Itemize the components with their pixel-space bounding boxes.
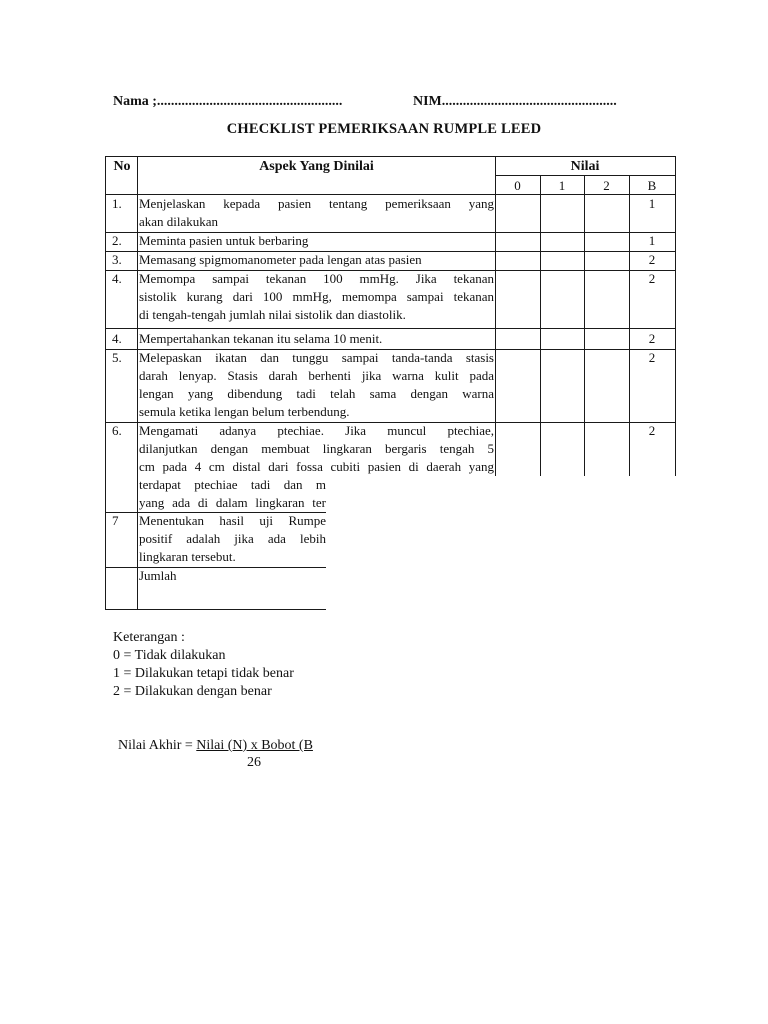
aspek-text	[139, 349, 494, 421]
aspek-text	[139, 251, 494, 269]
row-number: 7	[112, 513, 119, 528]
table-line	[105, 609, 326, 610]
aspek-text	[139, 195, 494, 231]
keterangan-item: 1 = Dilakukan tetapi tidak benar	[113, 666, 294, 681]
aspek-line: akan dilakukan	[139, 214, 219, 229]
row-number: 5.	[112, 350, 122, 365]
bobot-value: 2	[648, 271, 656, 286]
aspek-line: lengan yang dibendung tadi telah sama dengan warna	[139, 386, 494, 401]
aspek-text	[139, 567, 494, 585]
aspek-line: dilanjutkan dengan membuat lingkaran bergaris tengah 5	[139, 441, 494, 456]
keterangan-title: Keterangan :	[113, 630, 185, 645]
bobot-value: 1	[648, 233, 656, 248]
table-line	[137, 156, 138, 610]
formula-numerator: Nilai (N) x Bobot (B	[196, 738, 313, 753]
aspek-line: Jumlah	[139, 568, 177, 583]
keterangan-item: 2 = Dilakukan dengan benar	[113, 684, 272, 699]
aspek-line: Mengamati adanya ptechiae. Jika muncul ptechiae,	[139, 423, 494, 438]
aspek-text	[139, 270, 494, 324]
sub-header-1: 1	[558, 178, 566, 193]
table-line	[540, 175, 541, 476]
bobot-value: 2	[648, 350, 656, 365]
nilai-akhir-formula	[118, 738, 313, 754]
aspek-line: semula ketika lengan belum terbendung.	[139, 404, 350, 419]
table-line	[105, 156, 676, 157]
table-line	[675, 156, 676, 476]
nama-field-label: Nama ;.....................................................	[113, 94, 343, 109]
bobot-value: 1	[648, 196, 656, 211]
row-number: 4.	[112, 331, 122, 346]
bobot-value: 2	[648, 423, 656, 438]
column-header-aspek: Aspek Yang Dinilai	[259, 159, 374, 174]
column-header-no: No	[113, 159, 131, 174]
aspek-line: lingkaran tersebut.	[139, 549, 236, 564]
page-title: CHECKLIST PEMERIKSAAN RUMPLE LEED	[226, 121, 542, 137]
aspek-line: Mempertahankan tekanan itu selama 10 menit.	[139, 331, 383, 346]
nim-field-label: NIM..................................................	[413, 94, 617, 109]
sub-header-b: B	[647, 178, 657, 193]
table-line	[495, 156, 496, 476]
row-number: 2.	[112, 233, 122, 248]
table-line	[105, 156, 106, 610]
aspek-text	[139, 422, 494, 512]
row-number: 3.	[112, 252, 122, 267]
aspek-text	[139, 330, 494, 348]
row-number: 1.	[112, 196, 122, 211]
aspek-line: positif adalah jika ada lebih	[139, 531, 326, 546]
row-number: 6.	[112, 423, 122, 438]
aspek-line: darah lenyap. Stasis darah berhenti jika warna kulit pada	[139, 368, 494, 383]
sub-header-2: 2	[603, 178, 610, 193]
aspek-line: sistolik kurang dari 100 mmHg, memompa sampai tekanan	[139, 289, 494, 304]
table-line	[105, 328, 676, 329]
aspek-line: Menjelaskan kepada pasien tentang pemeriksaan yang	[139, 196, 494, 211]
aspek-text	[139, 232, 494, 250]
aspek-line: Memompa sampai tekanan 100 mmHg. Jika tekanan	[139, 271, 494, 286]
aspek-line: Melepaskan ikatan dan tunggu sampai tanda-tanda stasis	[139, 350, 494, 365]
aspek-line: Meminta pasien untuk berbaring	[139, 233, 309, 248]
aspek-line: Memasang spigmomanometer pada lengan atas pasien	[139, 252, 422, 267]
table-line	[584, 175, 585, 476]
formula-prefix: Nilai Akhir =	[118, 738, 197, 753]
aspek-line: Menentukan hasil uji Rumpe	[139, 513, 326, 528]
sub-header-0: 0	[514, 178, 521, 193]
aspek-line: di tengah-tengah jumlah nilai sistolik dan diastolik.	[139, 307, 406, 322]
aspek-line: cm pada 4 cm distal dari fossa cubiti pasien di daerah yang	[139, 459, 494, 474]
column-header-nilai: Nilai	[570, 159, 600, 174]
aspek-text	[139, 512, 494, 566]
keterangan-item: 0 = Tidak dilakukan	[113, 648, 226, 663]
formula-denominator: 26	[247, 755, 261, 770]
aspek-line: yang ada di dalam lingkaran ter	[139, 495, 326, 510]
row-number: 4.	[112, 271, 122, 286]
bobot-value: 2	[648, 252, 656, 267]
bobot-value: 2	[648, 331, 656, 346]
aspek-line: terdapat ptechiae tadi dan m	[139, 477, 326, 492]
